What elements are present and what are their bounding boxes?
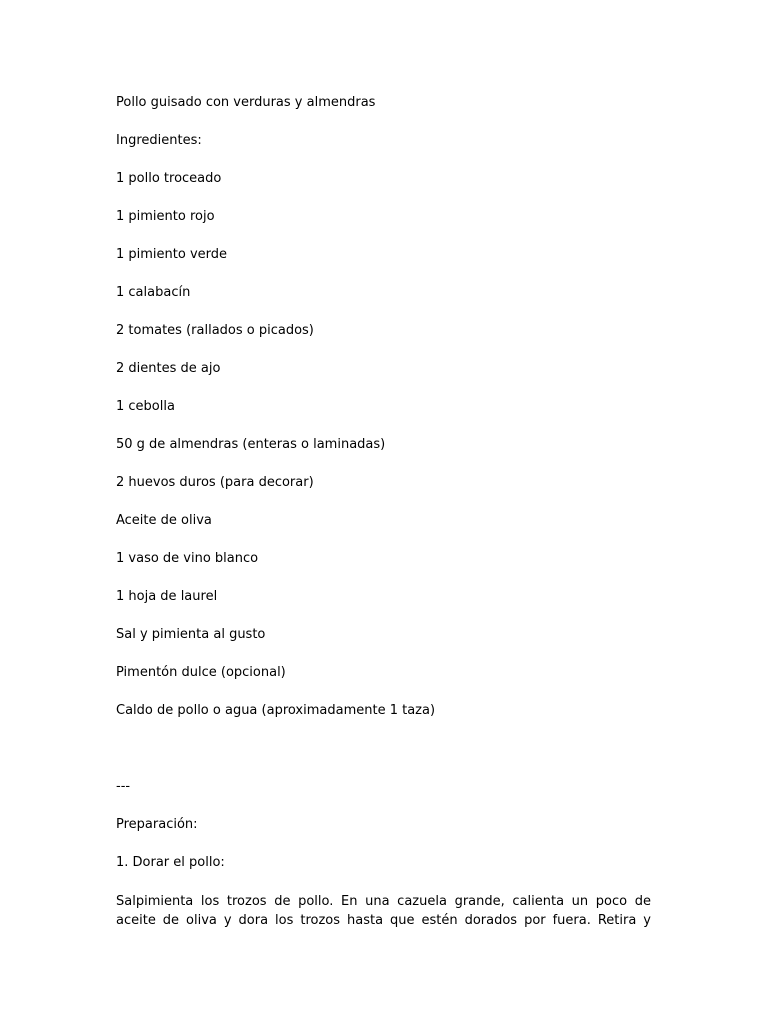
ingredient-item: 1 vaso de vino blanco: [116, 551, 259, 566]
ingredient-item: 1 cebolla: [116, 399, 175, 414]
ingredient-item: Sal y pimienta al gusto: [116, 627, 266, 642]
ingredient-item: 1 hoja de laurel: [116, 589, 218, 604]
ingredient-item: 50 g de almendras (enteras o laminadas): [116, 437, 386, 452]
step-paragraph: [116, 892, 651, 930]
recipe-title: Pollo guisado con verduras y almendras: [116, 95, 376, 110]
document-content: [116, 94, 651, 930]
ingredient-item: 2 tomates (rallados o picados): [116, 323, 314, 338]
ingredient-item: 2 huevos duros (para decorar): [116, 475, 314, 490]
paragraph-line: Salpimienta los trozos de pollo. En una cazuela grande, calienta un poco de: [116, 894, 651, 909]
ingredients-list: [116, 170, 651, 720]
ingredient-item: 1 pimiento rojo: [116, 209, 215, 224]
ingredients-heading: Ingredientes:: [116, 133, 202, 148]
ingredient-item: Aceite de oliva: [116, 513, 212, 528]
ingredient-item: 1 calabacín: [116, 285, 191, 300]
step-heading: 1. Dorar el pollo:: [116, 855, 225, 870]
ingredient-item: Caldo de pollo o agua (aproximadamente 1 taza): [116, 703, 436, 718]
section-separator: ---: [116, 779, 131, 794]
ingredient-item: Pimentón dulce (opcional): [116, 665, 286, 680]
ingredient-item: 1 pimiento verde: [116, 247, 228, 262]
ingredient-item: 1 pollo troceado: [116, 171, 222, 186]
paragraph-line: aceite de oliva y dora los trozos hasta que estén dorados por fuera. Retira y: [116, 913, 651, 928]
preparation-heading: Preparación:: [116, 817, 198, 832]
ingredient-item: 2 dientes de ajo: [116, 361, 221, 376]
blank-space: [116, 740, 651, 778]
